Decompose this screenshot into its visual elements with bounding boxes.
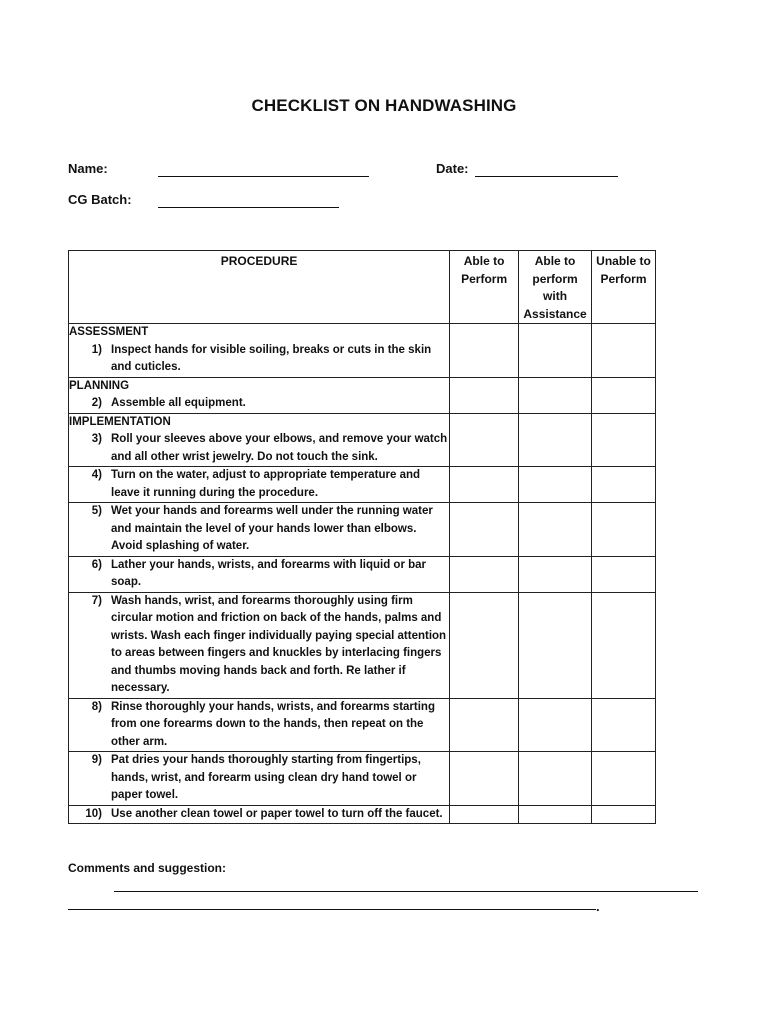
procedure-cell [69, 698, 450, 752]
table-row [69, 324, 656, 378]
comments-end-mark: . [596, 899, 600, 914]
step-number: 7) [91, 594, 102, 607]
date-field[interactable] [475, 176, 618, 177]
section-heading: PLANNING [69, 379, 130, 392]
step-text: Use another clean towel or paper towel to turn off the faucet. [111, 807, 443, 820]
table-row [69, 413, 656, 467]
able-cell[interactable] [450, 503, 519, 557]
procedure-cell [69, 503, 450, 557]
table-row [69, 698, 656, 752]
assist-cell[interactable] [519, 805, 592, 824]
procedure-step [69, 342, 449, 377]
assist-cell[interactable] [519, 592, 592, 698]
checklist-table [68, 250, 656, 824]
able-cell[interactable] [450, 805, 519, 824]
step-number: 4) [91, 469, 102, 481]
step-number: 8) [91, 700, 102, 713]
step-text: Inspect hands for visible soiling, breaks or cuts in the skin and cuticles. [111, 343, 432, 373]
procedure-step [69, 593, 449, 698]
step-text: Rinse thoroughly your hands, wrists, and forearms starting from one forearms down to the hands, then repeat on the other arm. [111, 700, 435, 748]
procedure-header: PROCEDURE [69, 251, 450, 324]
procedure-step [69, 752, 449, 805]
unable-cell[interactable] [592, 324, 656, 378]
able-cell[interactable] [450, 467, 519, 503]
assist-cell[interactable] [519, 413, 592, 467]
procedure-cell [69, 805, 450, 824]
procedure-cell [69, 324, 450, 378]
assist-cell[interactable] [519, 467, 592, 503]
step-number: 6) [91, 558, 102, 571]
procedure-step [69, 503, 449, 556]
procedure-cell [69, 413, 450, 467]
procedure-step [69, 467, 449, 502]
table-row [69, 805, 656, 824]
table-row [69, 556, 656, 592]
unable-cell[interactable] [592, 698, 656, 752]
assist-cell[interactable] [519, 377, 592, 413]
table-row [69, 503, 656, 557]
unable-cell[interactable] [592, 752, 656, 806]
able-cell[interactable] [450, 324, 519, 378]
step-number: 3) [91, 433, 102, 445]
able-cell[interactable] [450, 592, 519, 698]
comments-label: Comments and suggestion: [68, 861, 227, 875]
comments-line-2[interactable] [68, 909, 596, 910]
section-heading: ASSESSMENT [69, 326, 149, 338]
assist-cell[interactable] [519, 752, 592, 806]
step-number: 9) [91, 754, 102, 766]
able-cell[interactable] [450, 556, 519, 592]
table-row [69, 592, 656, 698]
procedure-step [69, 557, 449, 592]
procedure-step [69, 431, 449, 466]
name-field[interactable] [158, 176, 369, 177]
procedure-cell [69, 752, 450, 806]
page-title: CHECKLIST ON HANDWASHING [251, 96, 517, 115]
procedure-step [69, 806, 449, 824]
assist-cell[interactable] [519, 503, 592, 557]
date-label: Date: [436, 161, 469, 176]
table-row [69, 377, 656, 413]
procedure-cell [69, 467, 450, 503]
step-text: Lather your hands, wrists, and forearms with liquid or bar soap. [111, 558, 427, 588]
unable-header: Unable to Perform [592, 251, 656, 324]
able-cell[interactable] [450, 377, 519, 413]
batch-label: CG Batch: [68, 192, 132, 207]
batch-field[interactable] [158, 207, 339, 208]
unable-cell[interactable] [592, 467, 656, 503]
step-text: Wet your hands and forearms well under the running water and maintain the level of your hands lower than elbows. Avoid splashing of water. [111, 505, 433, 552]
assist-cell[interactable] [519, 324, 592, 378]
comments-line-1[interactable] [114, 891, 698, 892]
step-number: 1) [91, 343, 102, 356]
unable-cell[interactable] [592, 413, 656, 467]
step-text: Pat dries your hands thoroughly starting from fingertips, hands, wrist, and forearm using clean dry hand towel or paper towel. [111, 754, 421, 801]
unable-cell[interactable] [592, 556, 656, 592]
name-label: Name: [68, 161, 108, 176]
procedure-cell [69, 377, 450, 413]
section-heading: IMPLEMENTATION [69, 415, 171, 428]
step-number: 2) [91, 397, 102, 409]
step-number: 10) [85, 807, 102, 820]
able-cell[interactable] [450, 413, 519, 467]
procedure-cell [69, 592, 450, 698]
able-header: Able to Perform [450, 251, 519, 324]
assist-cell[interactable] [519, 698, 592, 752]
step-number: 5) [91, 505, 102, 517]
unable-cell[interactable] [592, 503, 656, 557]
step-text: Roll your sleeves above your elbows, and remove your watch and all other wrist jewelry. Do not touch the sink. [111, 433, 448, 463]
step-text: Turn on the water, adjust to appropriate temperature and leave it running during the procedure. [111, 469, 421, 499]
procedure-cell [69, 556, 450, 592]
assist-header: Able to perform with Assistance [519, 251, 592, 324]
procedure-step [69, 699, 449, 752]
unable-cell[interactable] [592, 377, 656, 413]
able-cell[interactable] [450, 698, 519, 752]
procedure-step [69, 395, 449, 413]
able-cell[interactable] [450, 752, 519, 806]
table-row [69, 752, 656, 806]
assist-cell[interactable] [519, 556, 592, 592]
table-row [69, 467, 656, 503]
step-text: Wash hands, wrist, and forearms thoroughly using firm circular motion and friction on back of the hands, palms and wrists. Wash each finger individually paying special attention to areas between fingers and knuckles by interlacing fingers and thumbs moving hands back and forth. Re lather if necessary. [111, 594, 447, 694]
unable-cell[interactable] [592, 592, 656, 698]
step-text: Assemble all equipment. [111, 397, 246, 409]
header-row [69, 251, 656, 324]
unable-cell[interactable] [592, 805, 656, 824]
